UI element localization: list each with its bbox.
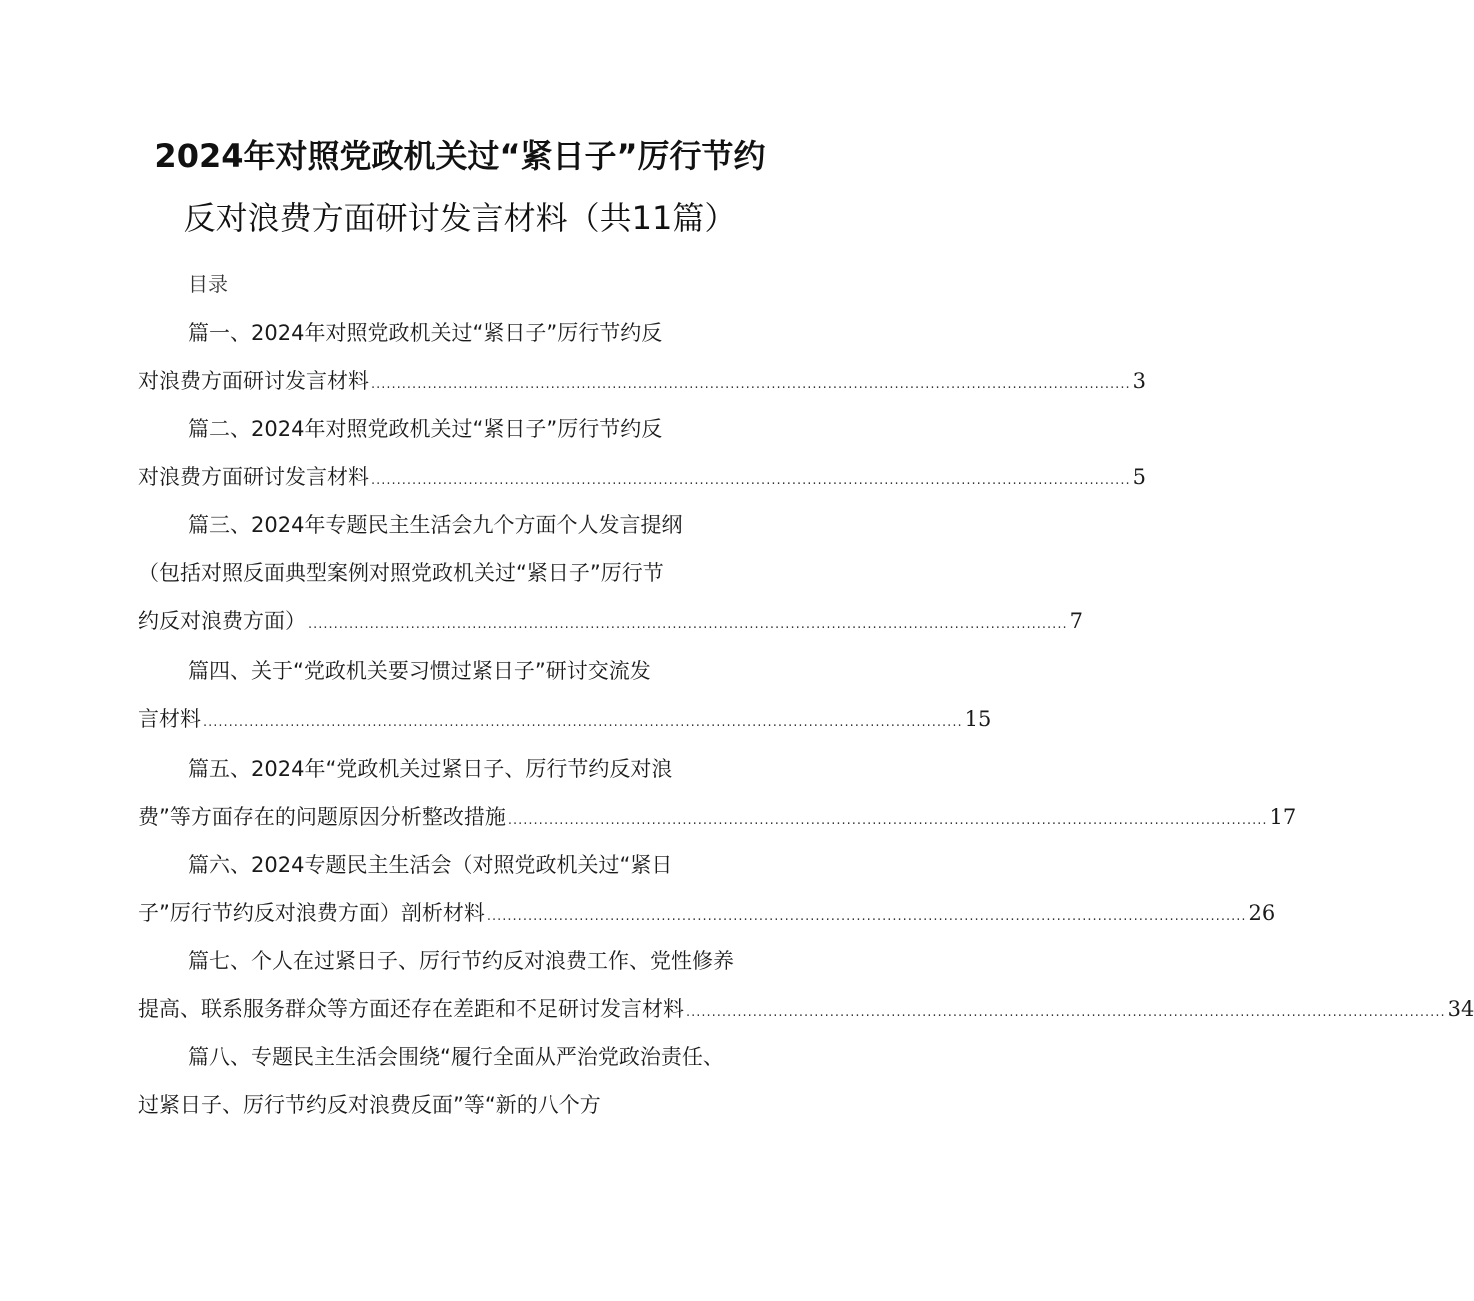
- toc-entry-7[interactable]: [138, 994, 1474, 1024]
- toc-entry-4-page: 15: [964, 707, 992, 731]
- toc-leader-dots: ....................................................................................................................................................: [486, 909, 1247, 924]
- toc-heading: 目录: [188, 272, 228, 296]
- toc-entry-1[interactable]: [138, 366, 1146, 396]
- toc-entry-6-text: 子”厉行节约反对浪费方面）剖析材料: [138, 901, 485, 925]
- toc-entry-7-text: 提高、联系服务群众等方面还存在差距和不足研讨发言材料: [138, 997, 684, 1021]
- toc-entry-5-text: 费”等方面存在的问题原因分析整改措施: [138, 805, 506, 829]
- toc-leader-dots: ....................................................................................................................................................: [507, 813, 1268, 828]
- toc-entry-3-line-1: 篇三、2024年专题民主生活会九个方面个人发言提纲: [188, 513, 683, 537]
- toc-entry-5-line-1: 篇五、2024年“党政机关过紧日子、厉行节约反对浪: [188, 757, 673, 781]
- toc-entry-3-page: 7: [1069, 609, 1083, 633]
- toc-leader-dots: ....................................................................................................................................................: [686, 1005, 1446, 1020]
- toc-entry-6-page: 26: [1248, 901, 1276, 925]
- toc-leader-dots: ....................................................................................................................................................: [308, 617, 1068, 632]
- toc-entry-3-text: 约反对浪费方面）: [138, 609, 306, 633]
- toc-entry-7-page: 34: [1447, 997, 1474, 1021]
- toc-entry-2-page: 5: [1132, 465, 1146, 489]
- toc-entry-1-line-1: 篇一、2024年对照党政机关过“紧日子”厉行节约反: [188, 321, 663, 345]
- toc-leader-dots: ....................................................................................................................................................: [203, 715, 963, 730]
- toc-entry-2[interactable]: [138, 462, 1146, 492]
- toc-entry-8-line-1: 篇八、专题民主生活会围绕“履行全面从严治党政治责任、: [188, 1045, 724, 1069]
- toc-entry-4[interactable]: [138, 704, 992, 734]
- toc-entry-3[interactable]: [138, 606, 1083, 636]
- toc-entry-8-line-2: 过紧日子、厉行节约反对浪费反面”等“新的八个方: [138, 1093, 601, 1117]
- document-title-line-1: 2024年对照党政机关过“紧日子”厉行节约: [154, 137, 766, 175]
- toc-entry-1-text: 对浪费方面研讨发言材料: [138, 369, 369, 393]
- toc-entry-6-line-1: 篇六、2024专题民主生活会（对照党政机关过“紧日: [188, 853, 673, 877]
- toc-entry-2-line-1: 篇二、2024年对照党政机关过“紧日子”厉行节约反: [188, 417, 663, 441]
- toc-leader-dots: ....................................................................................................................................................: [371, 377, 1131, 392]
- toc-entry-4-line-1: 篇四、关于“党政机关要习惯过紧日子”研讨交流发: [188, 659, 651, 683]
- toc-entry-7-line-1: 篇七、个人在过紧日子、厉行节约反对浪费工作、党性修养: [188, 949, 734, 973]
- toc-entry-5[interactable]: [138, 802, 1297, 832]
- toc-entry-5-page: 17: [1269, 805, 1297, 829]
- toc-entry-2-text: 对浪费方面研讨发言材料: [138, 465, 369, 489]
- toc-entry-1-page: 3: [1132, 369, 1146, 393]
- toc-entry-3-line-2: （包括对照反面典型案例对照党政机关过“紧日子”厉行节: [138, 561, 664, 585]
- toc-entry-4-text: 言材料: [138, 707, 201, 731]
- toc-leader-dots: ....................................................................................................................................................: [371, 473, 1131, 488]
- toc-entry-6[interactable]: [138, 898, 1276, 928]
- document-title-line-2: 反对浪费方面研讨发言材料（共11篇）: [183, 199, 737, 237]
